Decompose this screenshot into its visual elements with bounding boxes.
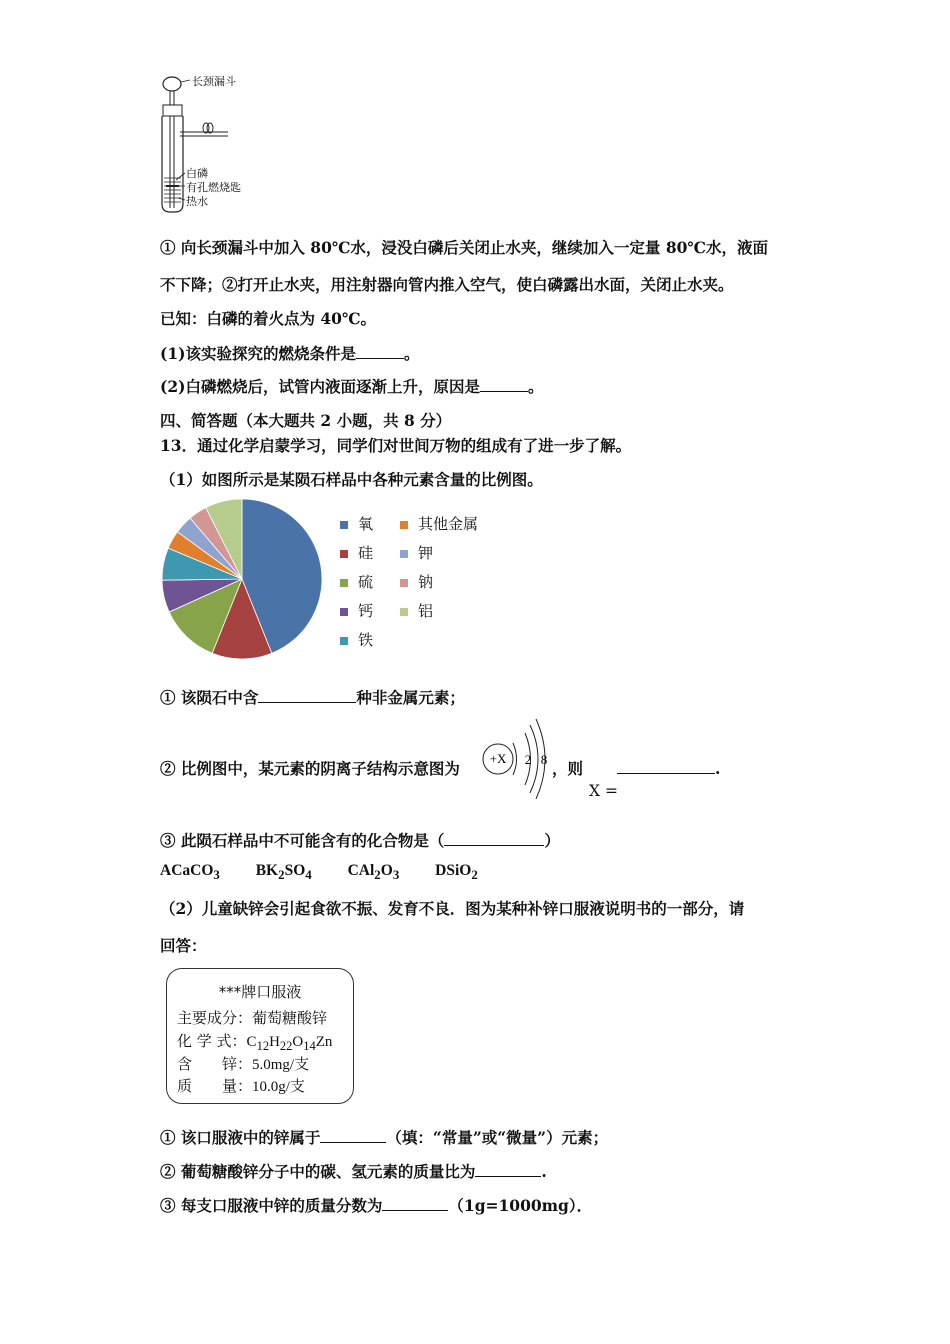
label-ingredient-key: 主要成分： (177, 1009, 253, 1027)
option-a-sub: 3 (213, 867, 220, 883)
option-d-sub: 2 (471, 867, 478, 883)
q13-part1-q2 (160, 757, 460, 779)
legend-item-8 (400, 571, 433, 592)
q13-p1-q3-text: ③ 此陨石样品中不可能含有的化合物是（ (160, 831, 445, 850)
q12-step-line1: ① 向长颈漏斗中加入 80℃水，浸没白磷后关闭止水夹，继续加入一定量 80℃水，液面 (160, 238, 768, 257)
legend-label: 铝 (418, 602, 434, 620)
label-mass-row (177, 1075, 305, 1096)
q13-part2-q3 (160, 1194, 592, 1216)
legend-label: 钙 (358, 602, 374, 620)
q13-p2-q3-suffix: （1g=1000mg）． (448, 1196, 593, 1215)
legend-label: 硫 (358, 573, 374, 591)
label-zinc-val: 5.0mg/支 (252, 1057, 310, 1073)
option-c-text: CAl (347, 862, 375, 879)
option-b-sub2: 4 (305, 867, 312, 883)
option-b-sub1: 2 (278, 867, 285, 883)
legend-swatch (340, 521, 348, 529)
legend-item-3 (340, 571, 373, 592)
q13-part2-q1 (160, 1126, 608, 1148)
q13-p1-q2-prefix: ② 比例图中，某元素的阴离子结构示意图为 (160, 759, 460, 778)
q13-p2-q2-suffix: . (541, 1162, 547, 1181)
q13-p1-q2-blank[interactable] (617, 757, 715, 774)
legend-label: 其他金属 (418, 515, 479, 533)
q13-intro: 13．通过化学启蒙学习，同学们对世间万物的组成有了进一步了解。 (160, 436, 632, 455)
formula-c: C (246, 1034, 257, 1050)
legend-label: 钠 (418, 573, 434, 591)
ion-shell1: 2 (524, 752, 532, 767)
label-zinc-key: 含 锌： (177, 1055, 253, 1073)
product-label (166, 968, 354, 1104)
q12-sub1-blank[interactable] (356, 342, 404, 359)
formula-o: O (292, 1034, 304, 1050)
meteorite-pie-chart (160, 495, 500, 670)
legend-item-1 (340, 513, 373, 534)
legend-item-2 (340, 542, 373, 563)
q13-p1-q2-suffix: . (715, 759, 721, 778)
option-d-text: DSiO (435, 862, 472, 879)
q12-known: 已知：白磷的着火点为 40℃。 (160, 309, 377, 328)
option-c-sub2: 3 (392, 867, 400, 883)
q13-p2-q1-blank[interactable] (320, 1126, 386, 1143)
legend-item-6 (400, 513, 478, 534)
formula-c-sub: 12 (256, 1039, 270, 1053)
q13-p1-q1-blank[interactable] (258, 686, 356, 703)
legend-swatch (400, 579, 408, 587)
formula-h-sub: 22 (279, 1039, 293, 1053)
legend-item-4 (340, 600, 373, 621)
x-equals: X = (589, 782, 618, 800)
option-c-mid: O (380, 862, 393, 879)
label-mass-key: 质 量： (177, 1077, 253, 1095)
spoon-label: 有孔燃烧匙 (186, 181, 241, 194)
q13-p2-q1-suffix: （填：“常量”或“微量”）元素； (386, 1128, 609, 1147)
label-formula-val (246, 1034, 333, 1053)
ion-shell2: 8 (540, 752, 548, 767)
legend-swatch (400, 608, 408, 616)
label-formula-row (177, 1030, 332, 1054)
q13-p1-q3-blank[interactable] (444, 829, 544, 846)
q12-sub2-text: (2)白磷燃烧后，试管内液面逐渐上升，原因是 (160, 377, 480, 396)
q13-p1-q3-end: ） (544, 831, 560, 850)
q13-p1-q1-prefix: ① 该陨石中含 (160, 688, 259, 707)
label-zinc-row (177, 1053, 309, 1074)
q13-part2-intro-line1: （2）儿童缺锌会引起食欲不振、发育不良．图为某种补锌口服液说明书的一部分，请 (160, 899, 745, 918)
label-ingredient-row (177, 1007, 327, 1028)
q12-sub2-blank[interactable] (480, 375, 528, 392)
label-formula-key: 化 学 式： (177, 1032, 247, 1050)
formula-h: H (269, 1034, 280, 1050)
option-c-sub1: 2 (374, 867, 381, 883)
q13-p1-q2-mid: ，则 (552, 759, 584, 778)
option-b-mid: SO (284, 862, 306, 879)
option-d[interactable] (435, 862, 478, 883)
legend-item-9 (400, 600, 433, 621)
option-a-text: ACaCO (160, 862, 214, 879)
phosphorus-label: 白磷 (186, 167, 208, 180)
legend-swatch (340, 550, 348, 558)
product-label-title: ***牌口服液 (218, 983, 302, 1001)
option-a[interactable] (160, 862, 220, 883)
q12-sub1 (160, 342, 419, 364)
formula-zn: Zn (315, 1034, 333, 1050)
ion-nucleus: +X (489, 751, 507, 766)
legend-item-7 (400, 542, 433, 563)
q13-p1-q1-suffix: 种非金属元素； (356, 688, 465, 707)
q13-part1-options (160, 862, 478, 883)
legend-swatch (340, 608, 348, 616)
q12-step-line2: 不下降；②打开止水夹，用注射器向管内推入空气，使白磷露出水面，关闭止水夹。 (160, 275, 734, 294)
legend-swatch (340, 579, 348, 587)
option-b-text: BK (255, 862, 279, 879)
q13-part1-q2-tail (552, 757, 720, 779)
legend-swatch (340, 637, 348, 645)
legend-label: 氧 (358, 515, 374, 533)
q13-part2-q2 (160, 1160, 547, 1182)
q13-p2-q2-prefix: ② 葡萄糖酸锌分子中的碳、氢元素的质量比为 (160, 1162, 476, 1181)
option-b[interactable] (255, 862, 312, 883)
q13-p2-q2-blank[interactable] (475, 1160, 541, 1177)
q12-sub1-text: (1)该实验探究的燃烧条件是 (160, 344, 356, 363)
legend-label: 钾 (418, 544, 434, 562)
legend-swatch (400, 550, 408, 558)
option-c[interactable] (347, 862, 400, 883)
label-ingredient-val: 葡萄糖酸锌 (252, 1009, 328, 1027)
q12-sub2-period: 。 (527, 377, 544, 396)
q13-p2-q3-blank[interactable] (382, 1194, 448, 1211)
q13-part2-intro-line2: 回答： (160, 936, 207, 955)
legend-label: 铁 (358, 631, 374, 649)
label-mass-val: 10.0g/支 (252, 1079, 305, 1095)
q13-p2-q3-prefix: ③ 每支口服液中锌的质量分数为 (160, 1196, 383, 1215)
legend-swatch (400, 521, 408, 529)
pie-svg (160, 495, 330, 670)
funnel-label: 长颈漏斗 (192, 75, 236, 88)
section4-heading: 四、简答题（本大题共 2 小题，共 8 分） (160, 411, 452, 430)
q13-part1-intro: （1）如图所示是某陨石样品中各种元素含量的比例图。 (160, 470, 543, 489)
q12-sub1-period: 。 (403, 344, 420, 363)
q12-sub2 (160, 375, 543, 397)
q13-part1-q3 (160, 829, 560, 851)
formula-o-sub: 14 (303, 1039, 316, 1053)
legend-label: 硅 (358, 544, 374, 562)
q13-p2-q1-prefix: ① 该口服液中的锌属于 (160, 1128, 321, 1147)
water-label: 热水 (186, 195, 208, 208)
legend-item-5 (340, 629, 373, 650)
apparatus-figure (150, 70, 260, 220)
q13-part1-q1 (160, 686, 465, 708)
